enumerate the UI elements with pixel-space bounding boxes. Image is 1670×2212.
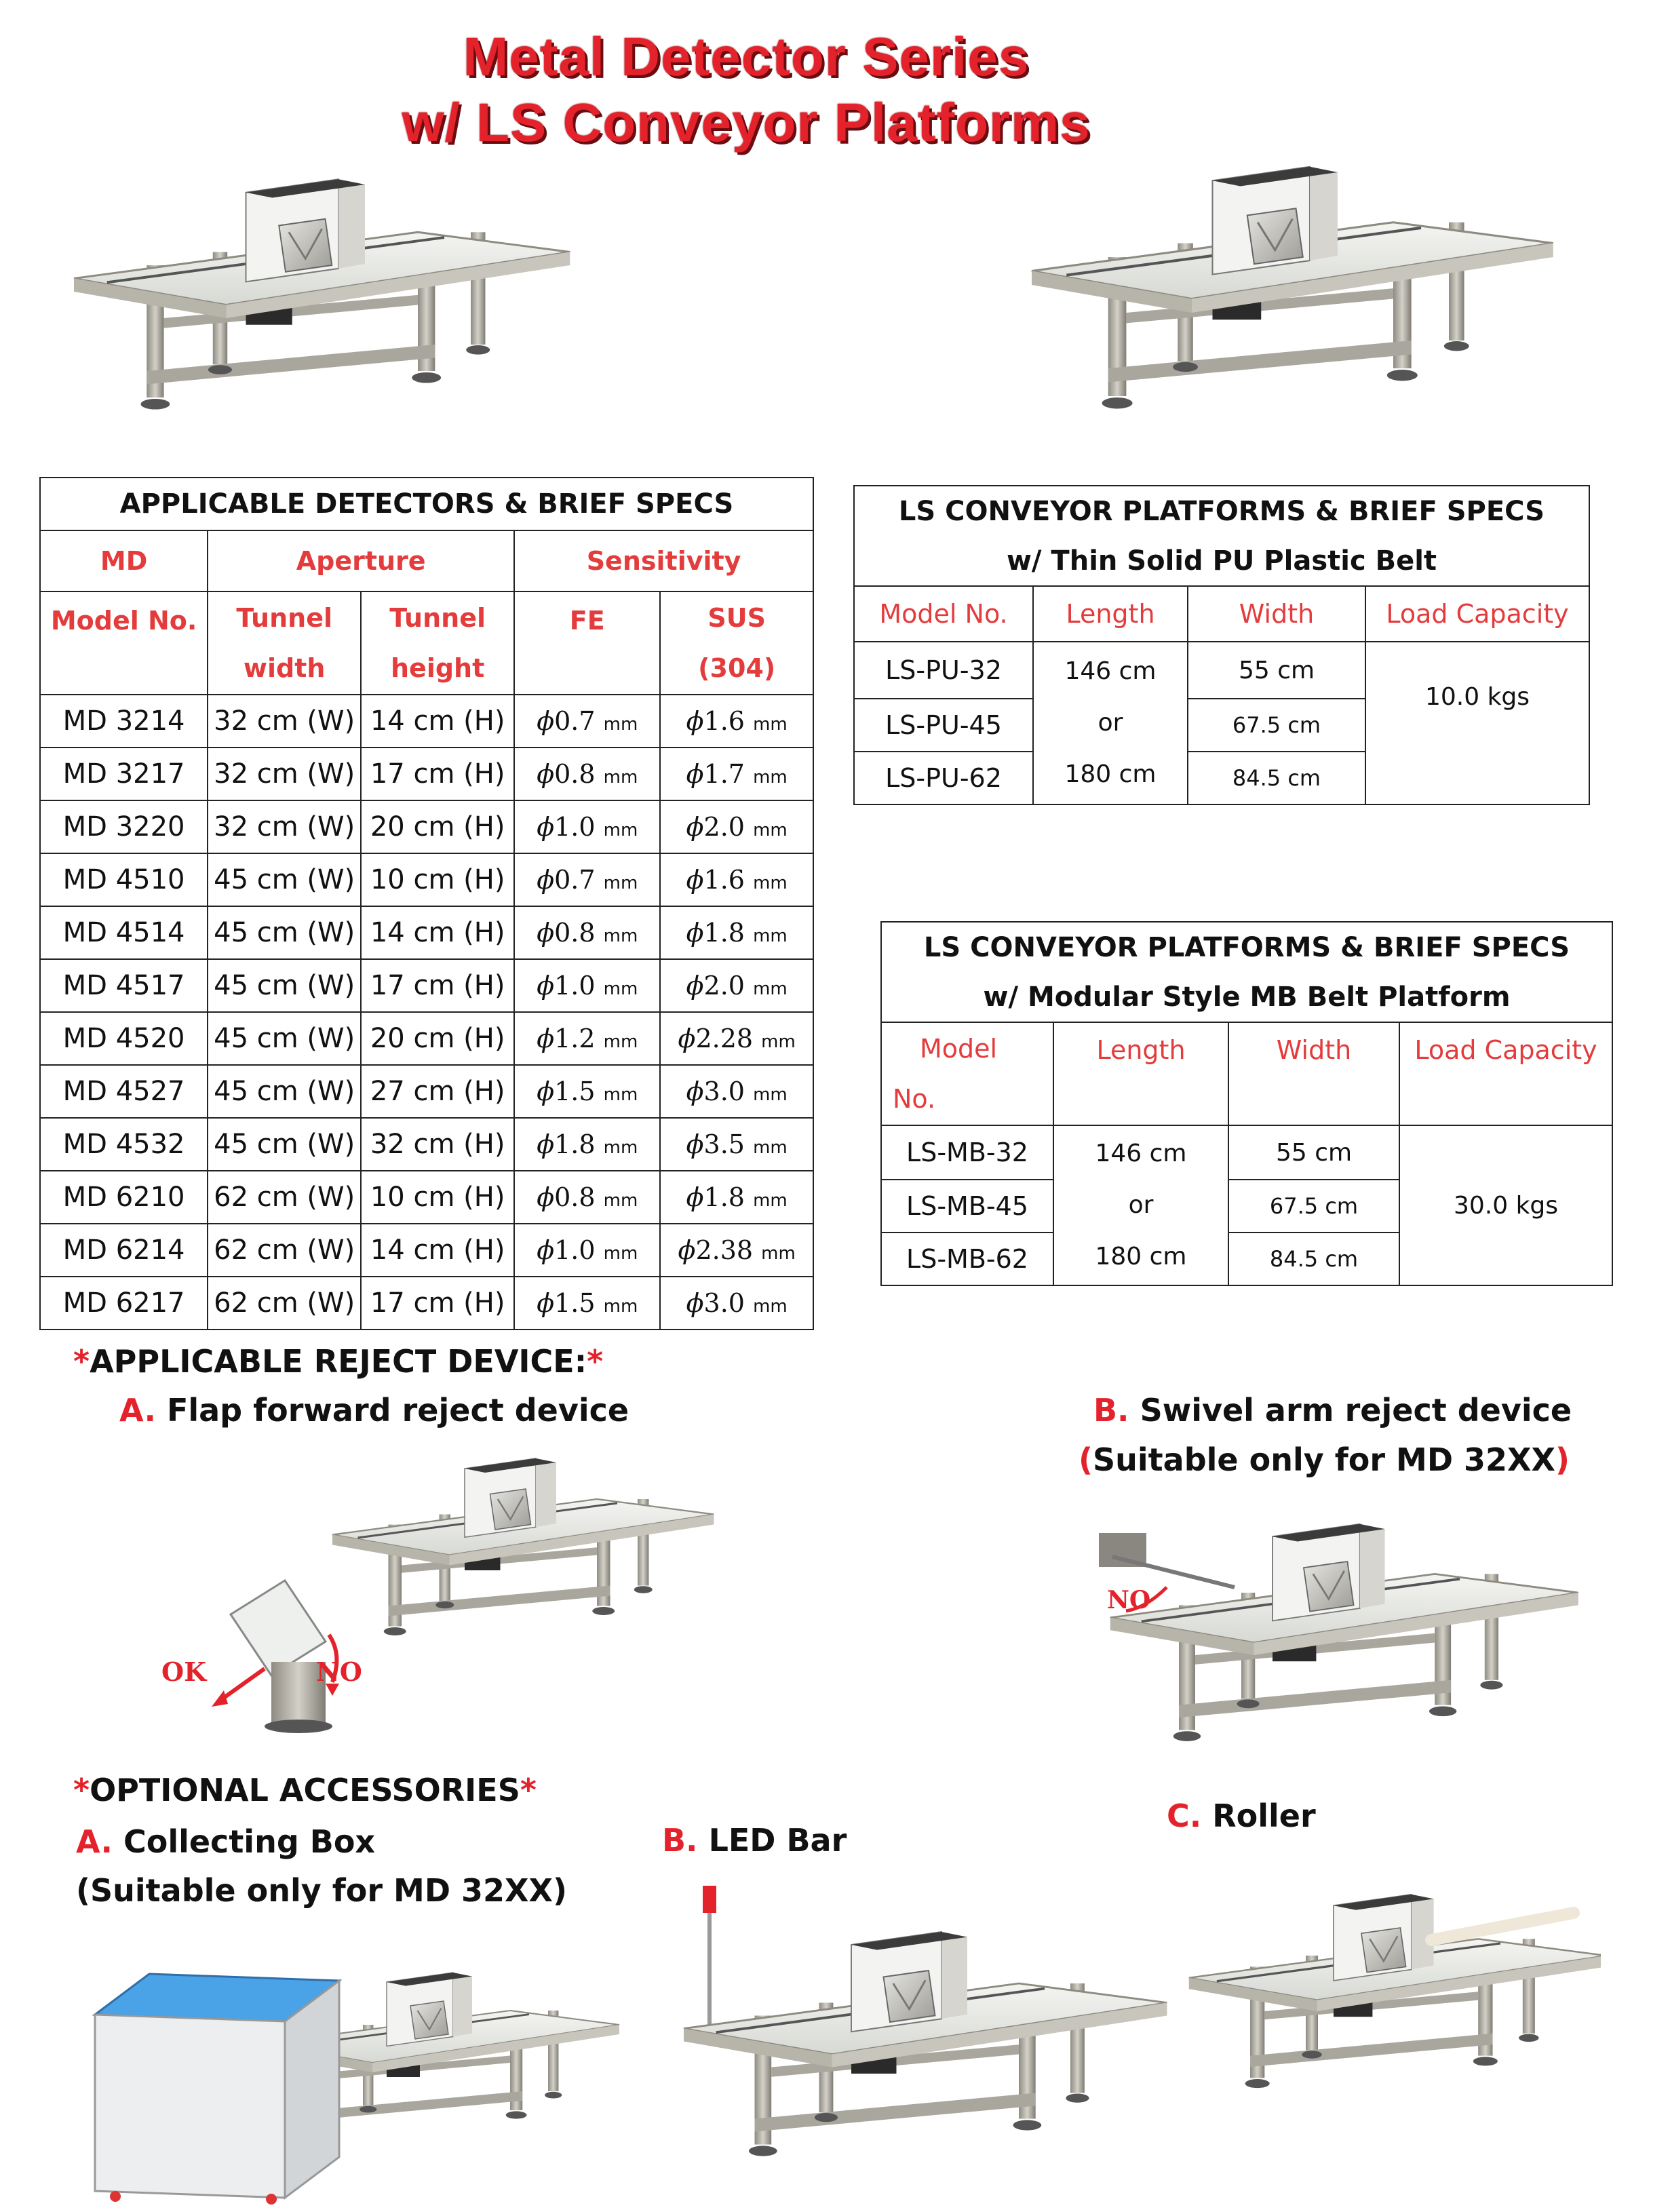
sensitivity-unit: mm <box>753 1085 788 1105</box>
pu-model: LS-PU-32 <box>854 642 1033 699</box>
sensitivity-unit: mm <box>753 714 788 735</box>
sensitivity-unit: mm <box>753 979 788 999</box>
detector-sensitivity-sus <box>660 748 813 800</box>
detector-row <box>40 748 813 800</box>
detector-model: MD 4527 <box>40 1065 208 1118</box>
accessory-b-label: B. LED Bar <box>662 1822 847 1859</box>
sensitivity-unit: mm <box>753 873 788 893</box>
detector-sensitivity-fe <box>514 1171 660 1224</box>
diameter-icon: ϕ <box>537 812 555 842</box>
accessory-a-label: A. Collecting Box <box>76 1823 376 1860</box>
diameter-icon: ϕ <box>537 1182 555 1212</box>
detector-sensitivity-fe <box>514 959 660 1012</box>
sensitivity-unit: mm <box>761 1243 796 1264</box>
no-label-b: NO <box>1107 1586 1151 1614</box>
detector-tunnel-height: 20 cm (H) <box>361 1012 514 1065</box>
sensitivity-unit: mm <box>603 1190 638 1211</box>
detector-tunnel-width: 32 cm (W) <box>208 748 361 800</box>
sensitivity-value: 1.0 <box>554 971 596 1001</box>
detector-row <box>40 906 813 959</box>
sensitivity-value: 0.7 <box>554 865 596 895</box>
roller-photo <box>1167 1859 1601 2137</box>
sensitivity-unit: mm <box>603 926 638 946</box>
detector-tunnel-width: 45 cm (W) <box>208 1065 361 1118</box>
mb-table-title-1: LS CONVEYOR PLATFORMS & BRIEF SPECS <box>881 922 1612 972</box>
diameter-icon: ϕ <box>686 1129 704 1159</box>
sensitivity-value: 2.0 <box>703 971 745 1001</box>
mb-width: 67.5 cm <box>1228 1180 1399 1233</box>
detector-row <box>40 959 813 1012</box>
detector-sensitivity-sus <box>660 853 813 906</box>
page-title-line-2: w/ LS Conveyor Platforms <box>402 92 1091 153</box>
detector-sensitivity-sus <box>660 1118 813 1171</box>
diameter-icon: ϕ <box>686 812 704 842</box>
mb-load: 30.0 kgs <box>1399 1125 1612 1285</box>
col-fe: FE <box>514 591 660 695</box>
sensitivity-unit: mm <box>603 1138 638 1158</box>
detector-tunnel-height: 10 cm (H) <box>361 1171 514 1224</box>
sensitivity-value: 0.8 <box>554 1182 596 1212</box>
pu-table-title-1: LS CONVEYOR PLATFORMS & BRIEF SPECS <box>854 486 1589 536</box>
conveyor-photo-top-left <box>47 122 577 461</box>
sensitivity-unit: mm <box>603 1296 638 1317</box>
detector-row <box>40 1065 813 1118</box>
col-md: MD <box>40 530 208 591</box>
detector-tunnel-height: 27 cm (H) <box>361 1065 514 1118</box>
detector-tunnel-height: 10 cm (H) <box>361 853 514 906</box>
diameter-icon: ϕ <box>686 918 704 948</box>
detector-sensitivity-sus <box>660 959 813 1012</box>
detector-model: MD 6217 <box>40 1277 208 1330</box>
mb-col-width: Width <box>1228 1022 1399 1125</box>
mb-model: LS-MB-45 <box>881 1180 1053 1233</box>
diameter-icon: ϕ <box>678 1235 696 1265</box>
detector-tunnel-height: 20 cm (H) <box>361 800 514 853</box>
detector-model: MD 4517 <box>40 959 208 1012</box>
pu-table-title-2: w/ Thin Solid PU Plastic Belt <box>854 536 1589 586</box>
detector-tunnel-height: 17 cm (H) <box>361 959 514 1012</box>
detector-tunnel-height: 14 cm (H) <box>361 1224 514 1277</box>
reject-a-label: A. Flap forward reject device <box>119 1392 629 1429</box>
diameter-icon: ϕ <box>537 971 555 1001</box>
ok-label: OK <box>161 1656 207 1687</box>
col-model-no: Model No. <box>40 591 208 695</box>
conveyor-photo-top-right <box>1004 109 1560 461</box>
pu-col-length: Length <box>1033 586 1188 642</box>
mb-table-title-2: w/ Modular Style MB Belt Platform <box>881 972 1612 1022</box>
sensitivity-value: 1.7 <box>703 759 745 789</box>
detector-tunnel-width: 45 cm (W) <box>208 1118 361 1171</box>
detector-sensitivity-fe <box>514 1012 660 1065</box>
detector-model: MD 3220 <box>40 800 208 853</box>
sensitivity-unit: mm <box>603 1032 638 1052</box>
sensitivity-value: 1.5 <box>554 1076 596 1106</box>
detector-model: MD 6210 <box>40 1171 208 1224</box>
sensitivity-value: 1.8 <box>554 1129 596 1159</box>
sensitivity-unit: mm <box>753 926 788 946</box>
mb-length: 146 cm or 180 cm <box>1053 1125 1228 1285</box>
detector-model: MD 4514 <box>40 906 208 959</box>
sensitivity-value: 2.38 <box>695 1235 754 1265</box>
accessory-c-label: C. Roller <box>1167 1798 1316 1834</box>
pu-width: 55 cm <box>1188 642 1365 699</box>
sensitivity-unit: mm <box>603 820 638 840</box>
sensitivity-value: 1.0 <box>554 812 596 842</box>
diameter-icon: ϕ <box>537 1076 555 1106</box>
led-bar-icon <box>703 1886 716 1913</box>
diameter-icon: ϕ <box>537 1024 555 1053</box>
detector-tunnel-height: 32 cm (H) <box>361 1118 514 1171</box>
detector-tunnel-width: 45 cm (W) <box>208 1012 361 1065</box>
no-label-a: NO <box>316 1656 362 1687</box>
col-aperture: Aperture <box>208 530 514 591</box>
detector-model: MD 4532 <box>40 1118 208 1171</box>
flap-reject-photo <box>161 1438 719 1750</box>
pu-load: 10.0 kgs <box>1365 642 1589 804</box>
diameter-icon: ϕ <box>686 1076 704 1106</box>
mb-width: 55 cm <box>1228 1125 1399 1180</box>
col-tunnel-width: Tunnel width <box>208 591 361 695</box>
sensitivity-value: 0.8 <box>554 918 596 948</box>
sensitivity-unit: mm <box>603 979 638 999</box>
detector-row <box>40 1012 813 1065</box>
reject-b-label: B. Swivel arm reject device <box>1093 1392 1572 1429</box>
sensitivity-unit: mm <box>753 1296 788 1317</box>
detector-sensitivity-sus <box>660 1277 813 1330</box>
detector-tunnel-width: 62 cm (W) <box>208 1224 361 1277</box>
col-tunnel-height: Tunnel height <box>361 591 514 695</box>
detector-sensitivity-sus <box>660 800 813 853</box>
sensitivity-unit: mm <box>603 1085 638 1105</box>
sensitivity-value: 2.0 <box>703 812 745 842</box>
sensitivity-value: 0.8 <box>554 759 596 789</box>
pu-col-width: Width <box>1188 586 1365 642</box>
detector-sensitivity-fe <box>514 1224 660 1277</box>
diameter-icon: ϕ <box>686 1288 704 1318</box>
diameter-icon: ϕ <box>537 759 555 789</box>
detector-sensitivity-fe <box>514 748 660 800</box>
col-sensitivity: Sensitivity <box>514 530 813 591</box>
sensitivity-unit: mm <box>753 1190 788 1211</box>
detector-tunnel-height: 17 cm (H) <box>361 1277 514 1330</box>
mb-model: LS-MB-32 <box>881 1125 1053 1180</box>
detector-sensitivity-fe <box>514 1065 660 1118</box>
sensitivity-value: 1.6 <box>703 706 745 736</box>
detector-row <box>40 1118 813 1171</box>
diameter-icon: ϕ <box>686 759 704 789</box>
detector-row <box>40 1277 813 1330</box>
detector-tunnel-height: 14 cm (H) <box>361 695 514 748</box>
accessories-heading: *OPTIONAL ACCESSORIES* <box>73 1772 537 1808</box>
sensitivity-value: 1.6 <box>703 865 745 895</box>
detector-sensitivity-fe <box>514 906 660 959</box>
sensitivity-unit: mm <box>603 1243 638 1264</box>
swivel-arm-reject-photo <box>1085 1492 1587 1791</box>
detector-row <box>40 695 813 748</box>
sensitivity-unit: mm <box>761 1032 796 1052</box>
pu-length: 146 cm or 180 cm <box>1033 642 1188 804</box>
detector-row <box>40 800 813 853</box>
sensitivity-value: 3.0 <box>703 1076 745 1106</box>
pu-width: 67.5 cm <box>1188 699 1365 752</box>
detector-tunnel-height: 14 cm (H) <box>361 906 514 959</box>
mb-platform-table <box>880 921 1613 1286</box>
detector-tunnel-width: 45 cm (W) <box>208 906 361 959</box>
reject-b-note: (Suitable only for MD 32XX) <box>1079 1441 1570 1478</box>
detector-model: MD 3217 <box>40 748 208 800</box>
detector-tunnel-width: 32 cm (W) <box>208 695 361 748</box>
pu-width: 84.5 cm <box>1188 752 1365 804</box>
detector-sensitivity-sus <box>660 1012 813 1065</box>
diameter-icon: ϕ <box>686 865 704 895</box>
detector-sensitivity-fe <box>514 1277 660 1330</box>
sensitivity-unit: mm <box>603 767 638 788</box>
sensitivity-unit: mm <box>753 1138 788 1158</box>
detector-model: MD 6214 <box>40 1224 208 1277</box>
sensitivity-value: 1.5 <box>554 1288 596 1318</box>
diameter-icon: ϕ <box>686 706 704 736</box>
sensitivity-value: 2.28 <box>695 1024 754 1053</box>
sensitivity-unit: mm <box>603 714 638 735</box>
reject-heading: *APPLICABLE REJECT DEVICE:* <box>73 1343 604 1380</box>
sensitivity-value: 1.8 <box>703 1182 745 1212</box>
detector-sensitivity-sus <box>660 1171 813 1224</box>
sensitivity-unit: mm <box>753 820 788 840</box>
detector-sensitivity-sus <box>660 695 813 748</box>
diameter-icon: ϕ <box>537 1288 555 1318</box>
mb-col-model: Model No. <box>881 1022 1053 1125</box>
pu-col-load: Load Capacity <box>1365 586 1589 642</box>
detector-tunnel-width: 62 cm (W) <box>208 1277 361 1330</box>
detector-row <box>40 853 813 906</box>
diameter-icon: ϕ <box>678 1024 696 1053</box>
diameter-icon: ϕ <box>537 1235 555 1265</box>
pu-col-model: Model No. <box>854 586 1033 642</box>
diameter-icon: ϕ <box>537 865 555 895</box>
detector-sensitivity-sus <box>660 1224 813 1277</box>
accessory-a-note: (Suitable only for MD 32XX) <box>76 1872 567 1909</box>
diameter-icon: ϕ <box>537 918 555 948</box>
detector-sensitivity-sus <box>660 906 813 959</box>
diameter-icon: ϕ <box>537 1129 555 1159</box>
mb-width: 84.5 cm <box>1228 1233 1399 1285</box>
detector-tunnel-width: 62 cm (W) <box>208 1171 361 1224</box>
detector-sensitivity-fe <box>514 1118 660 1171</box>
collecting-box-photo <box>81 1933 624 2205</box>
detector-tunnel-width: 45 cm (W) <box>208 959 361 1012</box>
diameter-icon: ϕ <box>686 971 704 1001</box>
mb-col-length: Length <box>1053 1022 1228 1125</box>
detector-model: MD 3214 <box>40 695 208 748</box>
detector-sensitivity-fe <box>514 853 660 906</box>
detectors-table-title: APPLICABLE DETECTORS & BRIEF SPECS <box>40 478 813 530</box>
pu-platform-table <box>853 485 1590 805</box>
diameter-icon: ϕ <box>537 706 555 736</box>
detectors-table <box>39 477 814 1330</box>
led-bar-photo <box>658 1879 1173 2198</box>
detector-sensitivity-fe <box>514 800 660 853</box>
sensitivity-value: 3.5 <box>703 1129 745 1159</box>
sensitivity-value: 1.0 <box>554 1235 596 1265</box>
detector-row <box>40 1224 813 1277</box>
sensitivity-value: 0.7 <box>554 706 596 736</box>
pu-model: LS-PU-45 <box>854 699 1033 752</box>
sensitivity-unit: mm <box>753 767 788 788</box>
detector-tunnel-width: 45 cm (W) <box>208 853 361 906</box>
sensitivity-unit: mm <box>603 873 638 893</box>
sensitivity-value: 1.2 <box>554 1024 596 1053</box>
detector-sensitivity-fe <box>514 695 660 748</box>
detector-model: MD 4510 <box>40 853 208 906</box>
detector-tunnel-height: 17 cm (H) <box>361 748 514 800</box>
detector-model: MD 4520 <box>40 1012 208 1065</box>
sensitivity-value: 3.0 <box>703 1288 745 1318</box>
mb-model: LS-MB-62 <box>881 1233 1053 1285</box>
roller-icon <box>1431 1913 1574 1940</box>
detector-row <box>40 1171 813 1224</box>
col-sus: SUS (304) <box>660 591 813 695</box>
diameter-icon: ϕ <box>686 1182 704 1212</box>
pu-model: LS-PU-62 <box>854 752 1033 804</box>
detector-tunnel-width: 32 cm (W) <box>208 800 361 853</box>
sensitivity-value: 1.8 <box>703 918 745 948</box>
page-title-line-1: Metal Detector Series <box>463 26 1030 87</box>
detector-sensitivity-sus <box>660 1065 813 1118</box>
mb-col-load: Load Capacity <box>1399 1022 1612 1125</box>
